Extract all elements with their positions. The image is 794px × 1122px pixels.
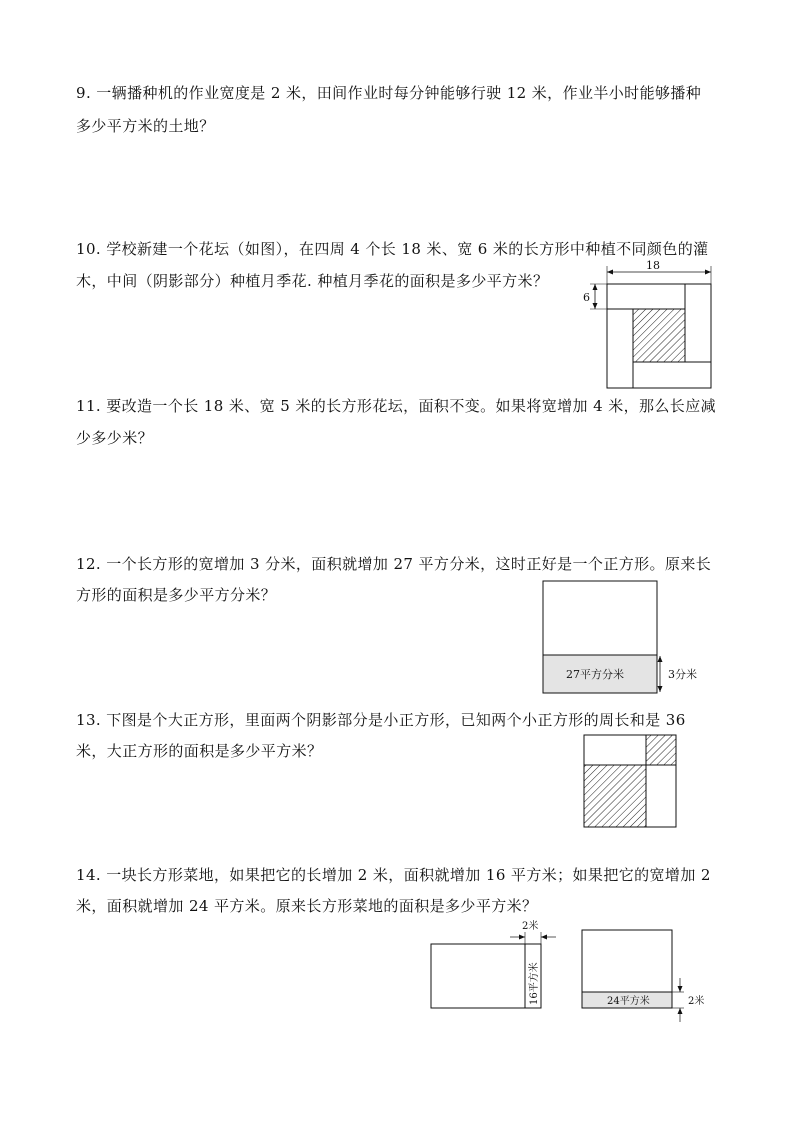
problem-10-figure bbox=[580, 256, 720, 396]
problem-12-line-1: 12. 一个长方形的宽增加 3 分米，面积就增加 27 平方分米，这时正好是一个正方形。原来长 bbox=[76, 555, 712, 573]
label-27-sq-dm: 27平方分米 bbox=[566, 668, 624, 681]
problem-12-figure bbox=[540, 578, 715, 698]
label-6: 6 bbox=[583, 291, 590, 304]
problem-13-figure bbox=[580, 732, 680, 832]
problem-10-line-2: 木，中间（阴影部分）种植月季花. 种植月季花的面积是多少平方米？ bbox=[76, 272, 549, 290]
label-2m-top: 2米 bbox=[522, 921, 539, 932]
problem-14-line-2: 米，面积就增加 24 平方米。原来长方形菜地的面积是多少平方米？ bbox=[76, 897, 538, 915]
small-shaded-square bbox=[646, 735, 676, 765]
pinwheel-rect-top bbox=[607, 284, 685, 309]
problem-12-line-2: 方形的面积是多少平方分米？ bbox=[76, 586, 277, 604]
label-3-dm: 3分米 bbox=[668, 668, 697, 681]
label-18: 18 bbox=[646, 259, 660, 272]
problem-13-line-2: 米，大正方形的面积是多少平方米？ bbox=[76, 742, 323, 760]
pinwheel-rect-bottom bbox=[633, 362, 711, 388]
large-shaded-square bbox=[584, 765, 646, 827]
problem-13-line-1: 13. 下图是个大正方形，里面两个阴影部分是小正方形，已知两个小正方形的周长和是 36 bbox=[76, 711, 686, 729]
problem-10-line-1: 10. 学校新建一个花坛（如图），在四周 4 个长 18 米、宽 6 米的长方形中种植不同颜色的灌 bbox=[76, 240, 709, 258]
problem-14-line-1: 14. 一块长方形菜地，如果把它的长增加 2 米，面积就增加 16 平方米；如果把它的宽增加 2 bbox=[76, 866, 711, 884]
pinwheel-rect-left bbox=[607, 309, 633, 388]
problem-11-line-1: 11. 要改造一个长 18 米、宽 5 米的长方形花坛，面积不变。如果将宽增加 4 米，那么长应减 bbox=[76, 397, 717, 415]
shaded-center-square bbox=[633, 309, 685, 362]
problem-11-line-2: 少多少米？ bbox=[76, 429, 154, 447]
problem-14-right-figure bbox=[575, 924, 715, 1029]
problem-9-line-2: 多少平方米的土地？ bbox=[76, 117, 215, 135]
problem-9-line-1: 9. 一辆播种机的作业宽度是 2 米，田间作业时每分钟能够行驶 12 米，作业半小时能够播种 bbox=[76, 84, 702, 102]
problem-14-left-figure bbox=[425, 915, 565, 1015]
label-2m-right: 2米 bbox=[688, 996, 705, 1007]
label-24-sq-m: 24平方米 bbox=[607, 996, 650, 1007]
pinwheel-rect-right bbox=[685, 284, 711, 362]
label-16-sq-m: 16平方米 bbox=[529, 962, 540, 1005]
